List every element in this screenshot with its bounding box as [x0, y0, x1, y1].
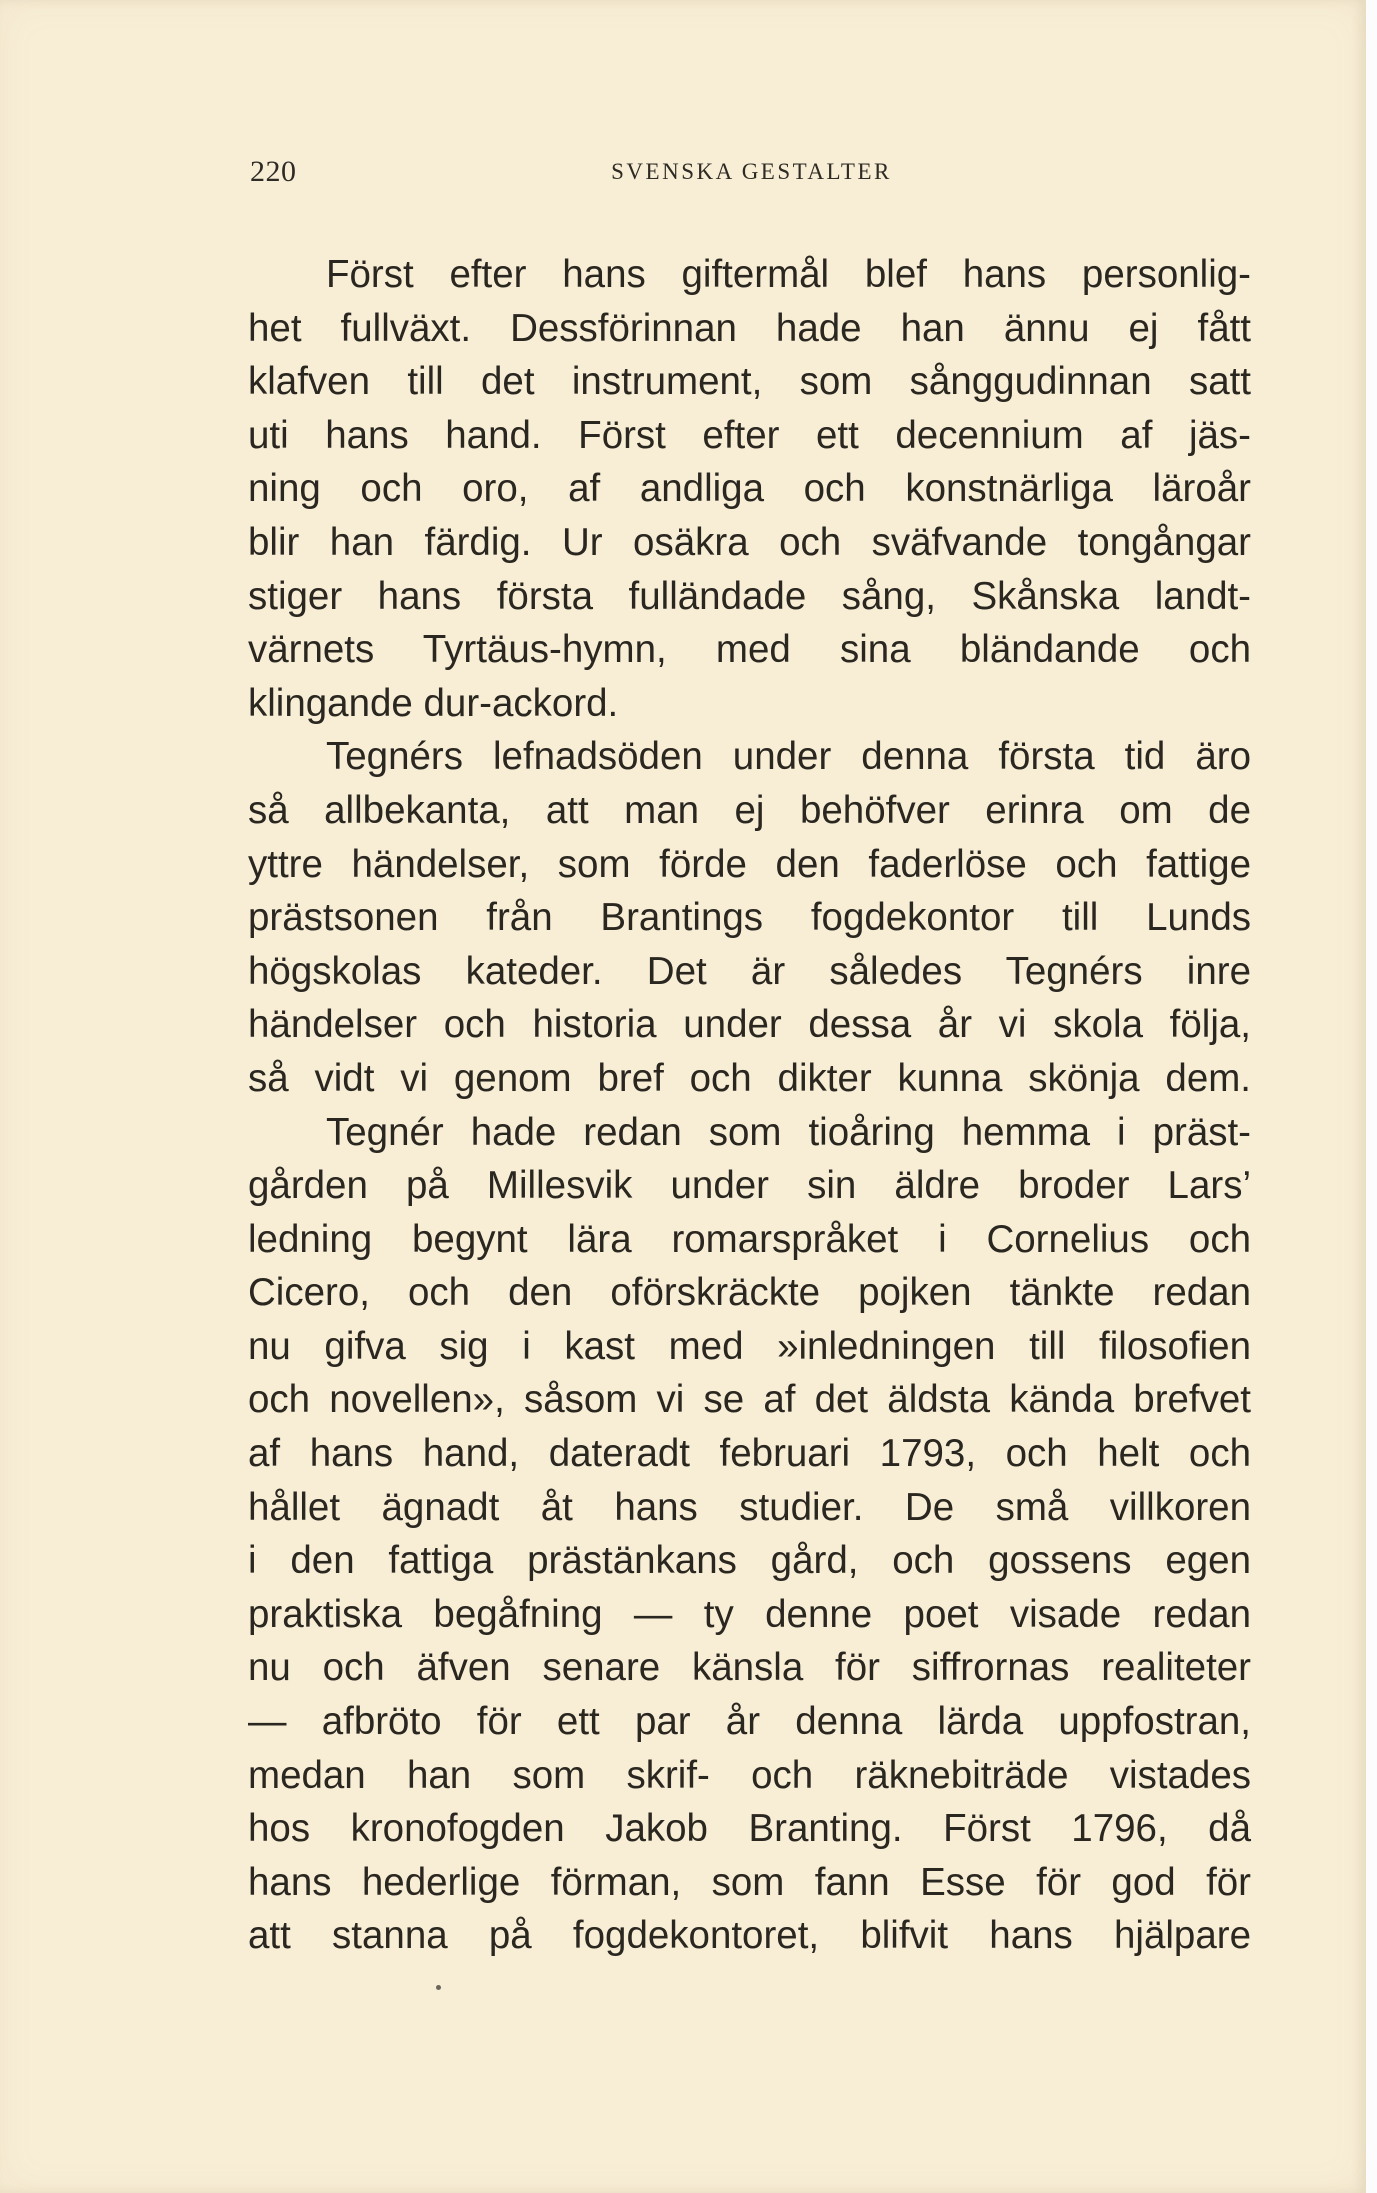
text-line: att stanna på fogdekontoret, blifvit hans hjälpare [248, 1914, 1251, 1958]
text-line: händelser och historia under dessa år vi skola följa, [248, 1003, 1251, 1047]
text-line: ning och oro, af andliga och konstnärliga läroår [248, 467, 1251, 511]
text-line: Tegnér hade redan som tioåring hemma i präst- [326, 1110, 1251, 1154]
text-line: af hans hand, dateradt februari 1793, och helt och [248, 1432, 1251, 1476]
text-line: gården på Millesvik under sin äldre broder Lars’ [248, 1164, 1251, 1208]
text-line: ledning begynt lära romarspråket i Cornelius och [248, 1217, 1251, 1261]
running-title: SVENSKA GESTALTER [611, 159, 892, 184]
text-line: högskolas kateder. Det är således Tegnérs inre [248, 949, 1251, 993]
text-line: medan han som skrif- och räknebiträde vistades [248, 1753, 1251, 1797]
text-line: praktiska begåfning — ty denne poet visade redan [248, 1592, 1251, 1636]
text-line: yttre händelser, som förde den faderlöse och fattige [248, 842, 1251, 886]
page-header [250, 155, 1253, 195]
text-line: stiger hans första fulländade sång, Skånska landt- [248, 574, 1251, 618]
text-line: nu gifva sig i kast med »inledningen till filosofien [248, 1324, 1251, 1368]
text-line: Cicero, och den oförskräckte pojken tänkte redan [248, 1271, 1251, 1315]
text-line: nu och äfven senare känsla för siffrornas realiteter [248, 1646, 1251, 1690]
text-line: så allbekanta, att man ej behöfver erinra om de [248, 788, 1251, 832]
text-line: och novellen», såsom vi se af det äldsta kända brefvet [248, 1378, 1251, 1422]
text-line: het fullväxt. Dessförinnan hade han ännu ej fått [248, 306, 1251, 350]
ink-speck [436, 1985, 441, 1990]
text-line: hållet ägnadt åt hans studier. De små villkoren [248, 1485, 1251, 1529]
text-line: prästsonen från Brantings fogdekontor till Lunds [248, 896, 1251, 940]
text-line: blir han färdig. Ur osäkra och sväfvande tongångar [248, 520, 1251, 564]
text-line: — afbröto för ett par år denna lärda uppfostran, [248, 1700, 1251, 1744]
text-line: klafven till det instrument, som sånggudinnan satt [248, 360, 1251, 404]
text-line: värnets Tyrtäus-hymn, med sina bländande och [248, 628, 1251, 672]
scan-edge [1366, 0, 1377, 2193]
text-line: hos kronofogden Jakob Branting. Först 1796, då [248, 1807, 1251, 1851]
text-line: i den fattiga prästänkans gård, och gossens egen [248, 1539, 1251, 1583]
text-line: hans hederlige förman, som fann Esse för god för [248, 1860, 1251, 1904]
text-line: så vidt vi genom bref och dikter kunna skönja dem. [248, 1056, 1251, 1100]
page-number: 220 [250, 155, 297, 188]
body-text [248, 248, 1251, 1963]
text-line: Först efter hans giftermål blef hans personlig- [326, 253, 1251, 296]
text-line: klingande dur-ackord. [248, 681, 619, 725]
text-line: uti hans hand. Först efter ett decennium af jäs- [248, 413, 1251, 457]
text-line: Tegnérs lefnadsöden under denna första tid äro [326, 735, 1251, 779]
